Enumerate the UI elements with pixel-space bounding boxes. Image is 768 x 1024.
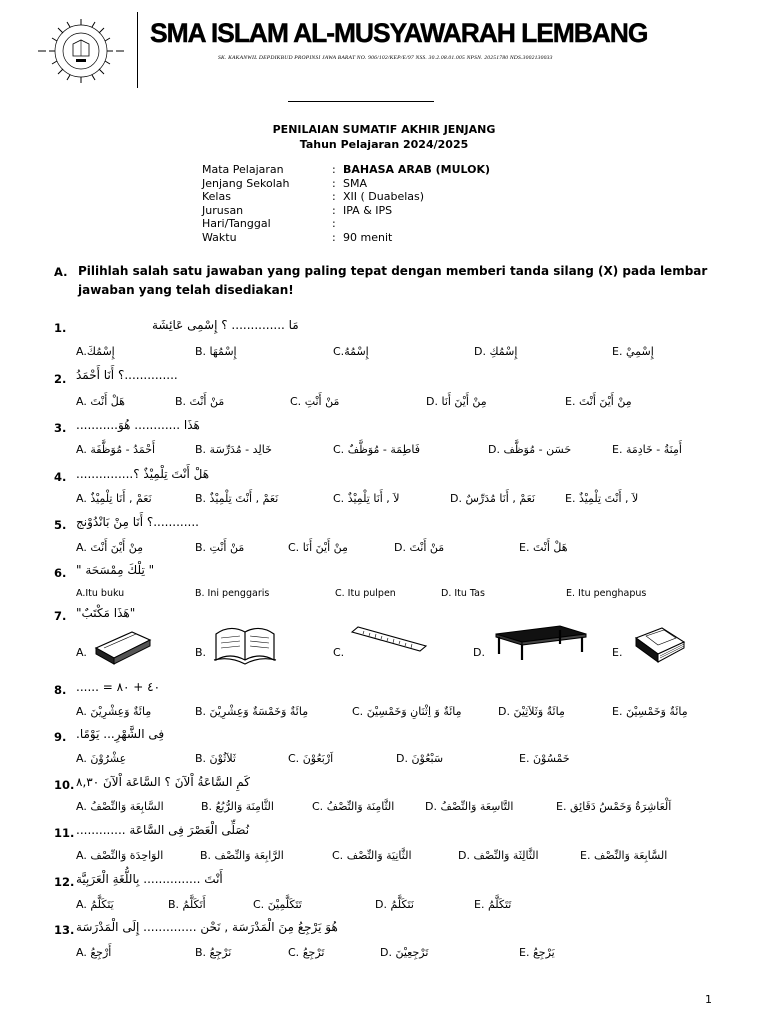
answer-option: B. خَالِد - مُدَرِّسَة (195, 443, 272, 456)
answer-option: C. مِنْ أَيْنَ أَنَا (288, 541, 348, 554)
school-name: SMA ISLAM AL-MUSYAWARAH LEMBANG (150, 18, 648, 48)
question-text: "هَذَا مَكْتَبٌ" (76, 606, 136, 620)
answer-option: E. يَرْجِعُ (519, 946, 555, 959)
exam-title: PENILAIAN SUMATIF AKHIR JENJANG (272, 123, 496, 136)
page-number: 1 (705, 993, 712, 1006)
answer-option: B. ثَلاَثُوْنَ (195, 752, 236, 765)
answer-option: C. الثَّامِنَة وَالنِّصْفُ (312, 800, 395, 813)
answer-option: E. أَمِنَةُ - خَادِمَة (612, 443, 682, 456)
answer-option: D. حَسَن - مُوَظَّف (488, 443, 572, 456)
info-separator: : (332, 190, 336, 203)
answer-option: A. عِشْرُوْنَ (76, 752, 127, 765)
question-text: هَذَا ............ هُوَ........... (76, 418, 200, 432)
answer-option: B. الثَّامِنَة وَالرُّبُعُ (201, 800, 274, 813)
answer-option: D. التَّاسِعَة وَالنِّصْفُ (425, 800, 514, 813)
answer-option: E. هَلْ أَنْتَ (519, 541, 568, 554)
question-text: نُصَلِّى الْعَصْرَ فِى السَّاعَة ............. (76, 823, 250, 837)
answer-option: E. (612, 646, 623, 659)
answer-option: C. فَاطِمَة - مُوَظَّفٌ (333, 443, 420, 456)
info-label: Kelas (202, 190, 231, 203)
question-number: 3. (54, 421, 67, 435)
answer-option: B. Ini penggaris (195, 588, 270, 599)
answer-option: D. الثَّالِثَة وَالنِّصْف (458, 849, 539, 862)
school-logo (36, 14, 126, 88)
answer-option: C. اَرْبَعُوْنَ (288, 752, 334, 765)
answer-option: A.إِسْمُكَ (76, 345, 115, 358)
info-separator: : (332, 217, 336, 230)
answer-option: E. Itu penghapus (566, 588, 647, 599)
answer-option: C. الثَّانِيَة وَالنِّصْف (332, 849, 412, 862)
answer-option: A. نَعَمْ , أَنَا تِلْمِيْذٌ (76, 492, 152, 505)
question-text: ............؟ أَنَا مِنْ بَانْدُوْنج (76, 515, 199, 529)
answer-option: C.إِسْمُهُ (333, 345, 369, 358)
answer-option: A. (76, 646, 87, 659)
info-separator: : (332, 163, 336, 176)
answer-option: A. أَرْجِعُ (76, 946, 112, 959)
section-letter: A. (54, 265, 68, 279)
info-label: Mata Pelajaran (202, 163, 284, 176)
question-number: 1. (54, 321, 67, 335)
question-number: 7. (54, 609, 67, 623)
answer-option: D. نَتَكَلَّمُ (375, 898, 414, 911)
answer-option: E. اَلْعَاشِرَةُ وَخَمْسُ دَقَائِق (556, 800, 672, 813)
ruler-image (350, 624, 428, 654)
answer-option: D. إِسْمُكِ (474, 345, 518, 358)
question-text: هَلْ أَنْتَ تِلْمِيْذٌ ؟............... (76, 467, 210, 481)
answer-option: B. أَتَكَلَّمُ (168, 898, 206, 911)
answer-option: C. مِائَةٌ وَ اِثْنَانِ وَخَمْسِيْنَ (352, 705, 462, 718)
info-value: XII ( Duabelas) (343, 190, 425, 203)
closed-book-image (632, 624, 686, 664)
answer-option: B. مِائَةٌ وَخَمْسَةٌ وَعِشْرِيْنَ (195, 705, 309, 718)
answer-option: A. يَتَكَلَّمُ (76, 898, 114, 911)
question-text: ..............؟ أَنَا أَحْمَدُ (76, 368, 178, 382)
question-text: فِى الشَّهْرِ... يَوْمًا. (76, 727, 165, 741)
answer-option: D. تَرْجِعِيْنَ (380, 946, 429, 959)
answer-option: B. مَنْ أَنْتِ (195, 541, 245, 554)
info-value: 90 menit (343, 230, 393, 244)
answer-option: C. تَتَكَلَّمِيْنَ (253, 898, 302, 911)
answer-option: D. مِائَةٌ وَثَلاَثِيْنَ (498, 705, 565, 718)
answer-option: B. إِسْمُهَا (195, 345, 237, 358)
answer-option: C. (333, 646, 345, 659)
info-value: BAHASA ARAB (MULOK) (343, 163, 491, 176)
question-text: كَمِ السَّاعَةُ اْلآنَ ؟ السَّاعَة اْلآنَ ٨,٣٠ (76, 775, 250, 789)
answer-option: E. لاَ , أَنْتَ تِلْمِيْذٌ (565, 492, 639, 505)
answer-option: E. تَتَكَلَّمُ (474, 898, 512, 911)
question-number: 4. (54, 470, 67, 484)
answer-option: D. مِنْ أَيْنَ أَنَا (426, 395, 487, 408)
info-separator: : (332, 176, 336, 190)
question-number: 2. (54, 372, 67, 386)
table-image (492, 622, 588, 662)
answer-option: B. نَعَمْ , أَنْتَ تِلْمِيْذٌ (195, 492, 279, 505)
info-separator: : (332, 203, 336, 217)
school-registration: SK. KAKANWIL DEPDIKBUD PROPINSI JAWA BARAT NO. 906/102/KEP/E/97 NSS. 30.2.08.01.005 NPSN. 20251780 NDS.3002130033 (218, 55, 553, 61)
question-number: 13. (54, 923, 75, 937)
question-text: هُوَ يَرْجِعُ مِنَ الْمَدْرَسَة , نَحْن .............. إِلَى الْمَدْرَسَة (76, 920, 338, 934)
question-text: أَنْتَ ............... بِاللُّغَةِ الْعَرَبِيَّة (76, 872, 223, 886)
question-text: ...... = ٤٠ + ٨٠ (76, 680, 161, 694)
info-label: Jurusan (202, 203, 244, 217)
answer-option: D. سَبْعُوْنَ (396, 752, 444, 765)
question-number: 8. (54, 683, 67, 697)
answer-option: C. لاَ , أَنَا تِلْمِيْذٌ (333, 492, 400, 505)
info-value: IPA & IPS (343, 203, 393, 217)
answer-option: C. مَنْ أَنْتِ (290, 395, 340, 408)
answer-option: A. مِنْ أَيْنَ أَنْتَ (76, 541, 143, 554)
info-separator: : (332, 230, 336, 244)
answer-option: E. إِسْمِيْ (612, 345, 654, 358)
header-rule (288, 101, 434, 102)
answer-option: D. مَنْ أَنْتَ (394, 541, 445, 554)
info-label: Hari/Tanggal (202, 217, 271, 230)
eraser-image (92, 626, 154, 666)
answer-option: B. (195, 646, 207, 659)
answer-option: C. Itu pulpen (335, 588, 396, 599)
question-number: 12. (54, 875, 75, 889)
answer-option: E. مِائَةٌ وَخَمْسِيْنَ (612, 705, 688, 718)
letterhead-divider (137, 12, 138, 88)
answer-option: A. هَلْ أَنْتَ (76, 395, 125, 408)
answer-option: A. الوَاحِدَة وَالنِّصْف (76, 849, 164, 862)
instruction-text: Pilihlah salah satu jawaban yang paling tepat dengan memberi tanda silang (X) pada lembar jawaban yang telah disediakan! (78, 264, 708, 297)
answer-option: A. السَّابِعَة وَالنِّصْفُ (76, 800, 164, 813)
question-number: 9. (54, 730, 67, 744)
answer-option: D. (473, 646, 485, 659)
answer-option: B. الرَّابِعَة وَالنِّصْف (200, 849, 284, 862)
question-text: مَا .............. ؟ إِسْمِى عَائِشَة (152, 318, 299, 332)
answer-option: E. خَمْسُوْنَ (519, 752, 570, 765)
info-value: SMA (343, 176, 367, 190)
question-text: " تِلْكَ مِمْسَحَة " (76, 563, 155, 577)
academic-year: Tahun Pelajaran 2024/2025 (299, 138, 469, 151)
question-number: 5. (54, 518, 67, 532)
answer-option: D. Itu Tas (441, 588, 485, 599)
question-number: 6. (54, 566, 67, 580)
answer-option: A.Itu buku (76, 588, 125, 599)
answer-option: D. نَعَمْ , أَنَا مُدَرِّسٌ (450, 492, 536, 505)
question-number: 11. (54, 826, 75, 840)
answer-option: B. نَرْجِعُ (195, 946, 232, 959)
answer-option: C. تَرْجِعُ (288, 946, 325, 959)
answer-option: A. مِائَةٌ وَعِشْرِيْنَ (76, 705, 152, 718)
answer-option: E. السَّابِعَة وَالنِّصْف (580, 849, 668, 862)
answer-option: A. أَحْمَدُ - مُوَظَّفَة (76, 443, 156, 456)
answer-option: E. مِنْ أَيْنَ أَنْتَ (565, 395, 632, 408)
open-book-image (212, 620, 278, 666)
question-number: 10. (54, 778, 75, 792)
info-label: Waktu (202, 230, 237, 244)
answer-option: B. مَنْ أَنْتَ (175, 395, 225, 408)
info-label: Jenjang Sekolah (202, 176, 290, 190)
